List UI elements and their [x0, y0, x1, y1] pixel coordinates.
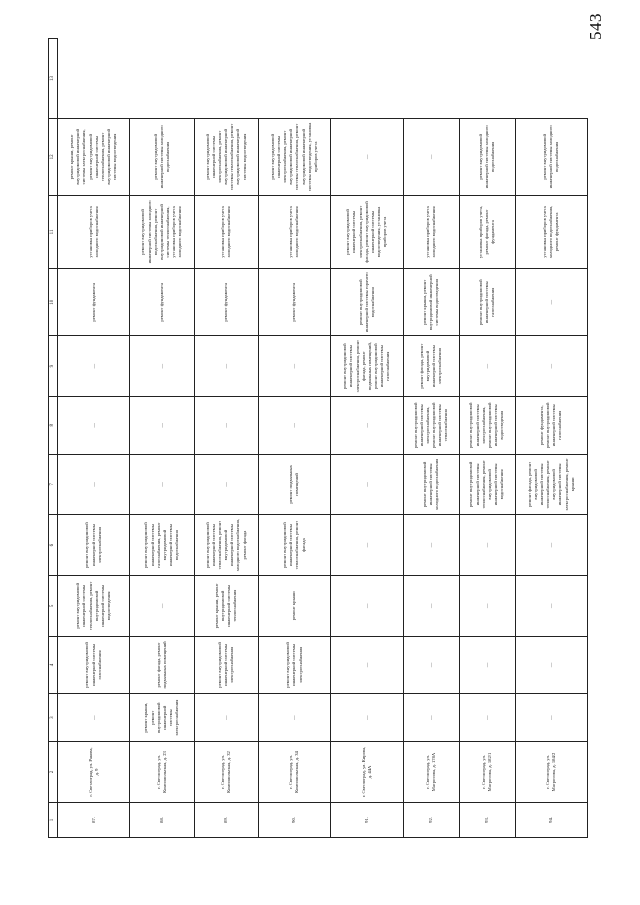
work-cell: — — [258, 397, 330, 455]
work-cell: ремонт внутридомовой инженерной системы холодного водоснабжения — [459, 118, 515, 195]
row-number-cell: 88. — [130, 802, 194, 837]
work-cell: ремонт внутридомовой инженерной системы электроснабжения, ремонт внутридомовой инженерной системы теплоснабжения, ремонт внутридомовой инженерной системы водоотведения, установка приборов учета — [258, 118, 330, 195]
work-cell: — — [58, 336, 130, 397]
header-cell: 5 — [49, 575, 58, 636]
work-cell: — — [459, 636, 515, 694]
work-cell: — — [403, 575, 459, 636]
work-cell: — — [258, 694, 330, 742]
header-cell: 12 — [49, 118, 58, 195]
work-cell: — — [515, 694, 587, 742]
header-cell: 13 — [49, 39, 58, 119]
work-cell: — — [331, 118, 403, 195]
work-cell: ремонт крыши, ремонт внутридомовой инженерной системы теплоснабжения — [194, 575, 258, 636]
work-cell: установка приборов учета холодного водоснабжения — [58, 195, 130, 269]
work-cell: — — [403, 694, 459, 742]
work-cell: ремонт внутридомовой инженерной системы электроснабжения, ремонт внутридомовой инженерной системы водоотведения — [459, 397, 515, 455]
work-cell: установка приборов учета холодного водоснабжения — [258, 195, 330, 269]
work-cell: — — [194, 454, 258, 515]
header-cell: 6 — [49, 515, 58, 576]
work-cell: — — [130, 575, 194, 636]
header-cell: 11 — [49, 195, 58, 269]
address-cell: г. Светлоград, ул. Кирова, д. 44А — [331, 742, 403, 803]
row-number-cell: 92. — [403, 802, 459, 837]
work-cell: ремонт фундамента — [258, 269, 330, 336]
table-row — [258, 39, 330, 838]
work-cell: ремонт фундамента — [194, 269, 258, 336]
work-cell: — — [515, 336, 587, 397]
work-cell: — — [403, 636, 459, 694]
work-cell: — — [331, 575, 403, 636]
header-cell: 10 — [49, 269, 58, 336]
row-number-cell: 87. — [58, 802, 130, 837]
work-cell: ремонт внутридомовой инженерной системы холодного водоснабжения, ремонт внутридомовой инженерной системы теплоснабжения, установка приборов учета холодного водоснабжения — [130, 195, 194, 269]
work-cell: ремонт внутридомовой инженерной системы теплоснабжения, ремонт фасада — [258, 515, 330, 576]
work-cell: — — [58, 397, 130, 455]
work-cell: — — [331, 397, 403, 455]
work-cell: ремонт внутридомовой инженерной системы горячего водоснабжения — [331, 269, 403, 336]
header-cell: 2 — [49, 742, 58, 803]
work-cell: ремонт внутридомовой инженерной системы теплоснабжения, ремонт внутридомовой инженерной системы водоснабжения — [459, 454, 515, 515]
work-cell: — — [459, 515, 515, 576]
work-cell: — — [515, 515, 587, 576]
header-cell: 7 — [49, 454, 58, 515]
work-cell: ремонт внутридомовой инженерной системы газоснабжения — [58, 636, 130, 694]
work-cell: ремонт внутридомовой инженерной системы теплоснабжения, ремонт внутридомовой инженерной системы холодного водоснабжения, ремонт фасада — [194, 515, 258, 576]
work-cell: — — [130, 454, 194, 515]
work-cell: — — [515, 636, 587, 694]
work-cell: ремонт внутридомовой инженерной системы газоснабжения, ремонт внутридомовой инженерной системы водоснабжения — [130, 515, 194, 576]
work-cell: ремонт фасада, ремонт подвальных помещений — [130, 636, 194, 694]
table-row — [130, 39, 194, 838]
work-cell: — — [258, 336, 330, 397]
work-cell: — — [515, 269, 587, 336]
address-cell: г. Светлоград, ул. Комсомольская, д. 34 — [258, 742, 330, 803]
work-cell: установка приборов учета, ремонт фасада, ремонт фундамента — [459, 195, 515, 269]
work-cell: ремонт внутридомовой инженерной системы электроснабжения, ремонт внутридомовой инженерной системы теплоснабжения, ремонт внутридомовой инженерной системы водоотведения — [194, 118, 258, 195]
work-cell: ремонт внутридомовой инженерной системы холодного водоснабжения — [515, 118, 587, 195]
header-cell: 4 — [49, 636, 58, 694]
work-cell: ремонт крыши — [258, 575, 330, 636]
row-number-cell: 93. — [459, 802, 515, 837]
work-cell: — — [331, 694, 403, 742]
work-cell: ремонт внутридомовой инженерной системы теплоснабжения, ремонт внутридомовой инженерной системы водоотведения — [58, 575, 130, 636]
work-cell: ремонт внутридомовой инженерной системы газоснабжения — [459, 269, 515, 336]
work-cell: — — [130, 336, 194, 397]
header-cell: 1 — [49, 802, 58, 837]
work-cell: ремонт внутридомовой инженерной системы электроснабжения — [258, 636, 330, 694]
work-cell: ремонт подвальных помещений — [258, 454, 330, 515]
work-cell: ремонт внутридомовой инженерной системы электроснабжения, ремонт внутридомовой инженерной системы теплоснабжения — [403, 397, 459, 455]
work-cell: — — [194, 694, 258, 742]
work-cell: — — [58, 694, 130, 742]
address-cell: г. Светлоград, ул. Комсомольская, д. 23 — [130, 742, 194, 803]
table-row — [194, 39, 258, 838]
work-cell: — — [403, 118, 459, 195]
work-cell: ремонт внутридомовой инженерной системы электроснабжения, ремонт фасада, ремонт подвальных помещений, ремонт внутридомовой инженерной системы газоснабжения — [331, 336, 403, 397]
table-row — [403, 39, 459, 838]
page-number: 543 — [586, 13, 605, 40]
address-cell: г. Светлоград, ул. Матросова, д. 184/2 — [515, 742, 587, 803]
row-number-cell: 91. — [331, 802, 403, 837]
table-row — [515, 39, 587, 838]
header-row — [49, 39, 58, 838]
address-cell: г. Светлоград, ул. Комсомольская, д. 32 — [194, 742, 258, 803]
work-cell: — — [331, 454, 403, 515]
capital-repair-table — [48, 38, 588, 838]
address-cell: г. Светлоград, ул. Матросова, д. 182/1 — [459, 742, 515, 803]
table-row — [459, 39, 515, 838]
work-cell: ремонт крыши, ремонт внутридомовой инженерной системы электроснабжения — [130, 694, 194, 742]
work-cell: — — [58, 454, 130, 515]
work-cell: — — [515, 575, 587, 636]
work-cell: установка приборов учета холодного водоснабжения — [194, 195, 258, 269]
work-cell: ремонт крыши, ремонт внутридомовой инженерной системы водоотведения — [403, 269, 459, 336]
address-cell: г. Светлоград, ул. Матросова, д. 178А — [403, 742, 459, 803]
work-cell: ремонт фундамента — [58, 269, 130, 336]
work-cell: установка приборов учета холодного водоснабжения — [403, 195, 459, 269]
work-cell: ремонт внутридомовой инженерной системы холодного водоснабжения — [403, 454, 459, 515]
work-cell: — — [331, 515, 403, 576]
table-row — [331, 39, 403, 838]
work-cell: ремонт фасада, ремонт внутридомовой инженерной системы теплоснабжения, ремонт внутридомовой инженерной системы электроснабжения, ремонт крыши — [515, 454, 587, 515]
work-cell: ремонт крыши, ремонт внутридомовой инженерной системы электроснабжения, ремонт внутридомовой инженерной системы теплоснабжения, ремонт внутридомовой инженерной системы водоотведения — [58, 118, 130, 195]
work-cell: ремонт внутридомовой инженерной системы холодного водоснабжения — [130, 118, 194, 195]
work-cell: — — [403, 515, 459, 576]
header-cell: 3 — [49, 694, 58, 742]
work-cell: — — [194, 397, 258, 455]
address-cell: г. Светлоград, ул. Ракова, д. 9 — [58, 742, 130, 803]
work-cell: — — [459, 575, 515, 636]
row-number-cell: 90. — [258, 802, 330, 837]
table-row — [58, 39, 130, 838]
header-cell: 9 — [49, 336, 58, 397]
work-cell: — — [459, 336, 515, 397]
work-cell: ремонт внутридомовой инженерной системы электроснабжения, ремонт фасада, ремонт внутридомовой инженерной системы водоотведения, установка приборов учета — [331, 195, 403, 269]
work-cell: — — [459, 694, 515, 742]
work-cell: — — [194, 336, 258, 397]
row-number-cell: 89. — [194, 802, 258, 837]
rotated-table-container — [48, 38, 588, 838]
work-cell: — — [331, 636, 403, 694]
work-cell: ремонт фундамента — [130, 269, 194, 336]
work-cell: ремонт внутридомовой инженерной системы электроснабжения — [194, 636, 258, 694]
work-cell: ремонт фундамента, ремонт внутридомовой инженерной системы газоснабжения — [515, 397, 587, 455]
work-cell: — — [130, 397, 194, 455]
work-cell: установка приборов учета холодного водоснабжения, ремонт фундамента — [515, 195, 587, 269]
header-cell: 8 — [49, 397, 58, 455]
work-cell: ремонт внутридомовой инженерной системы электроснабжения — [58, 515, 130, 576]
work-cell: ремонт фасада, ремонт внутридомовой инженерной системы электроснабжения — [403, 336, 459, 397]
row-number-cell: 94. — [515, 802, 587, 837]
